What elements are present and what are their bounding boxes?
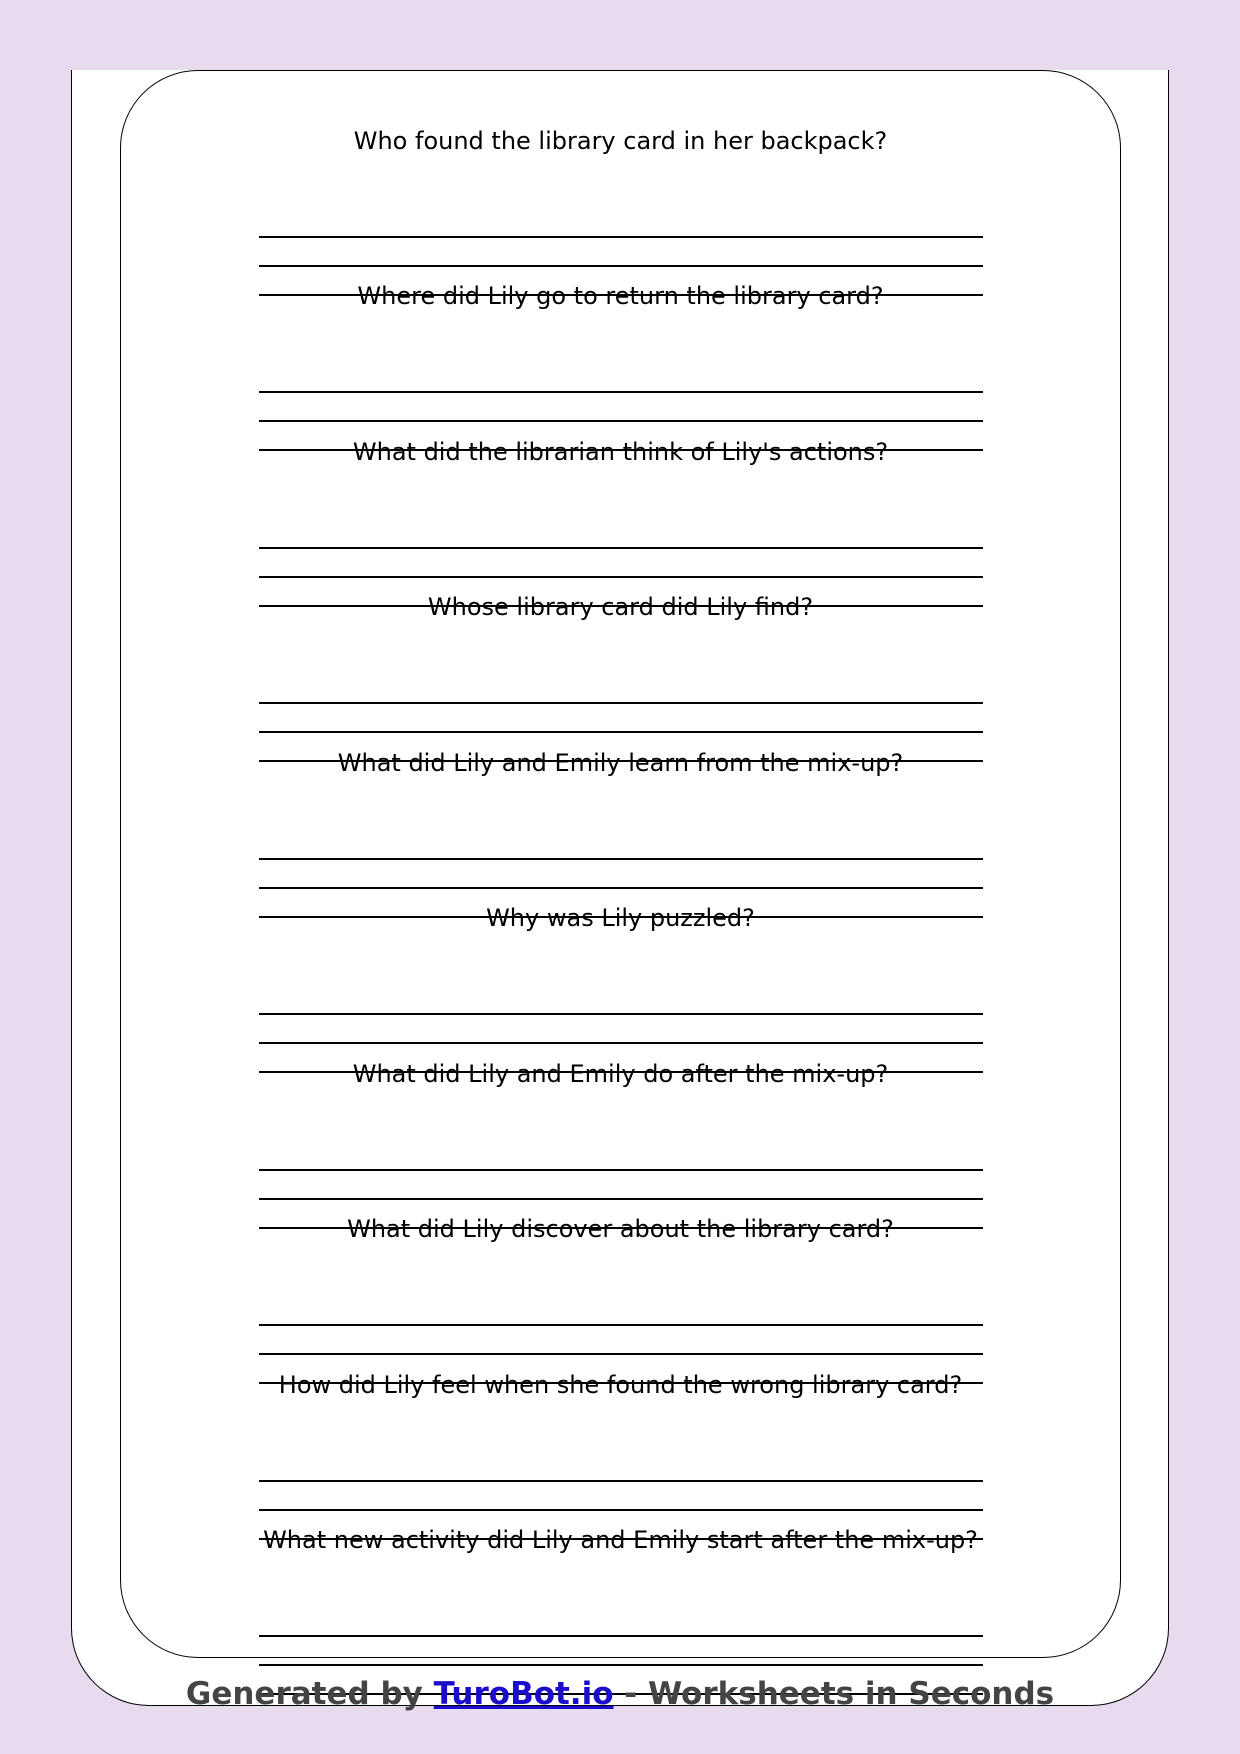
answer-line[interactable] [259, 702, 983, 704]
question-item [121, 1370, 1120, 1520]
question-item [121, 126, 1120, 276]
footer-suffix: - Worksheets in Seconds [613, 1676, 1055, 1712]
answer-line[interactable] [259, 1635, 983, 1637]
questions-card [120, 70, 1121, 1658]
question-item [121, 1214, 1120, 1364]
question-item [121, 281, 1120, 431]
answer-line[interactable] [259, 236, 983, 238]
question-text: Whose library card did Lily find? [427, 593, 814, 621]
answer-line[interactable] [259, 1013, 983, 1015]
answer-line[interactable] [259, 1198, 983, 1200]
answer-line[interactable] [259, 420, 983, 422]
question-item [121, 748, 1120, 898]
answer-line[interactable] [259, 1509, 983, 1511]
question-item [121, 903, 1120, 1053]
question-item [121, 1059, 1120, 1209]
footer-prefix: Generated by [185, 1676, 434, 1712]
question-item [121, 437, 1120, 587]
question-text: What new activity did Lily and Emily start after the mix-up? [263, 1526, 978, 1554]
answer-line[interactable] [259, 1324, 983, 1326]
question-text: Why was Lily puzzled? [486, 904, 755, 932]
question-text: What did Lily discover about the library card? [347, 1215, 894, 1243]
answer-line[interactable] [259, 1042, 983, 1044]
answer-line[interactable] [259, 858, 983, 860]
question-item [121, 1525, 1120, 1675]
question-list [121, 71, 1120, 1657]
question-text: What did Lily and Emily do after the mix-up? [352, 1060, 889, 1088]
answer-line[interactable] [259, 1664, 983, 1666]
question-text: Where did Lily go to return the library card? [357, 282, 884, 310]
turobot-link[interactable]: TuroBot.io [433, 1676, 614, 1712]
answer-line[interactable] [259, 576, 983, 578]
question-text: How did Lily feel when she found the wrong library card? [278, 1371, 963, 1399]
answer-line[interactable] [259, 887, 983, 889]
question-text: Who found the library card in her backpack? [353, 127, 888, 155]
question-item [121, 592, 1120, 742]
answer-line[interactable] [259, 731, 983, 733]
answer-line[interactable] [259, 1353, 983, 1355]
answer-line[interactable] [259, 391, 983, 393]
answer-line[interactable] [259, 265, 983, 267]
question-text: What did Lily and Emily learn from the mix-up? [337, 749, 904, 777]
question-text: What did the librarian think of Lily's actions? [352, 438, 889, 466]
footer-credit [0, 1674, 1240, 1714]
answer-line[interactable] [259, 1169, 983, 1171]
answer-line[interactable] [259, 547, 983, 549]
answer-line[interactable] [259, 1480, 983, 1482]
